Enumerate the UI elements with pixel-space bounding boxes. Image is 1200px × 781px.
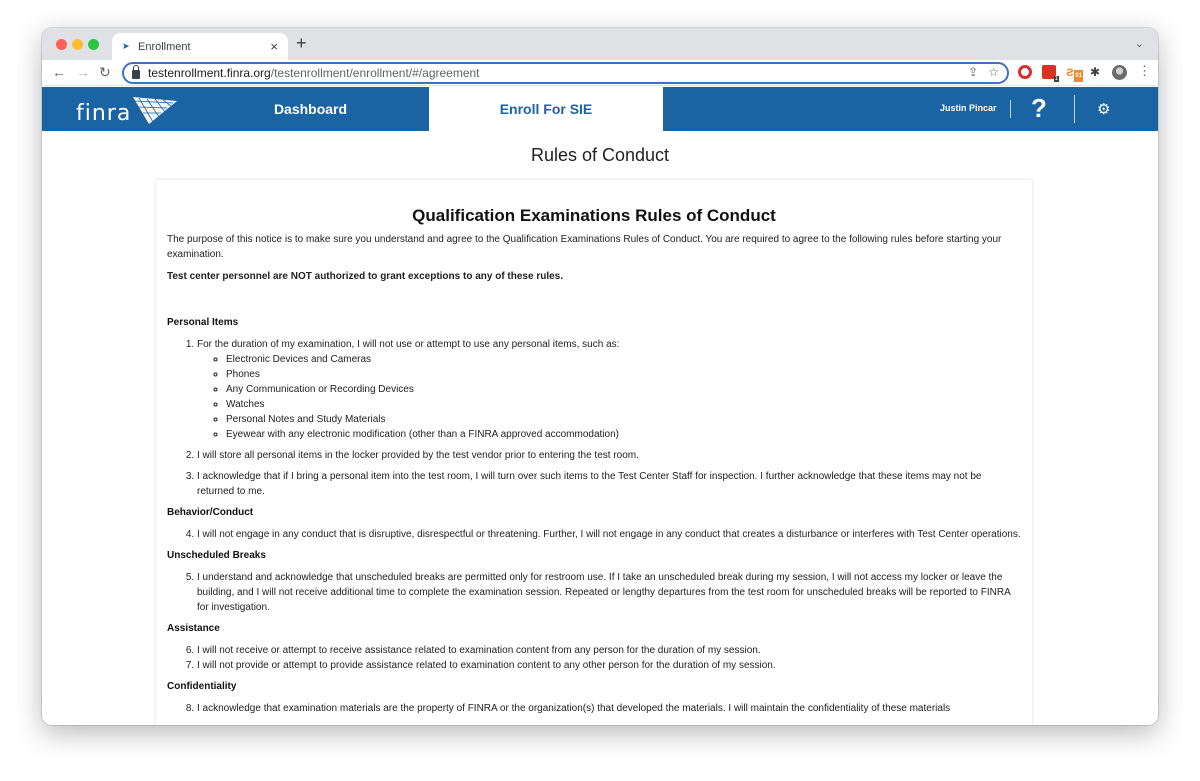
extension-orange-glyph: ƨ — [1066, 63, 1074, 79]
page-content — [42, 131, 1158, 725]
puzzle-icon[interactable]: ✱ — [1090, 65, 1101, 79]
gear-icon[interactable]: ⚙ — [1097, 101, 1111, 118]
document-warning: Test center personnel are NOT authorized to grant exceptions to any of these rules. — [167, 271, 564, 282]
section-heading: Behavior/Conduct — [167, 507, 254, 518]
address-bar[interactable] — [122, 62, 1009, 84]
user-name[interactable]: Justin Pincar — [940, 103, 997, 113]
section-heading: Personal Items — [167, 317, 239, 328]
finra-favicon-icon: ➤ — [122, 41, 130, 51]
section-heading: Assistance — [167, 623, 220, 634]
rule-item: 8. I acknowledge that examination materials are the property of FINRA or the organization(s) that developed the materials. I will maintain the confidentiality of these materials — [197, 701, 1021, 716]
list-item: ◦ Eyewear with any electronic modification (other than a FINRA approved accommodation) — [226, 427, 1021, 442]
rules-document-card — [156, 180, 1032, 725]
document-title: Qualification Examinations Rules of Conduct — [412, 206, 776, 225]
header-divider — [1010, 100, 1011, 118]
rule-item: 6. I will not receive or attempt to receive assistance related to examination content from any person for the duration of my session. — [197, 643, 1021, 658]
rule-item: 4. I will not engage in any conduct that is disruptive, disrespectful or threatening. Further, I will not engage in any conduct that creates a disturbance or interferes with Test Center operations. — [197, 527, 1021, 542]
extension-badge-icon[interactable] — [1042, 65, 1058, 82]
url-host: testenrollment.finra.org — [148, 66, 271, 80]
rules-list — [167, 570, 1021, 615]
tab-strip — [42, 28, 1158, 60]
browser-window — [42, 28, 1158, 725]
tab-title: Enrollment — [138, 40, 191, 53]
rules-list — [167, 701, 1021, 716]
extension-badge-count: 1 — [1054, 76, 1058, 82]
new-tab-button[interactable]: + — [296, 33, 307, 53]
minimize-window-button[interactable] — [72, 39, 83, 50]
rule-item: 2. I will store all personal items in the locker provided by the test vendor prior to entering the test room. — [197, 448, 1021, 463]
nav-dashboard[interactable]: Dashboard — [273, 101, 348, 117]
rule-item — [197, 337, 1021, 442]
finra-logo[interactable] — [76, 95, 179, 125]
browser-toolbar — [42, 60, 1158, 86]
maximize-window-button[interactable] — [88, 39, 99, 50]
app-header — [42, 87, 1158, 131]
nav-enroll-for-sie[interactable]: Enroll For SIE — [429, 87, 663, 131]
bookmark-star-icon[interactable]: ☆ — [988, 65, 999, 79]
tab-close-icon[interactable]: × — [270, 39, 278, 54]
list-item: ◦ Any Communication or Recording Devices — [226, 382, 1021, 397]
logo-text: finra — [76, 101, 132, 126]
finra-logo-mark-icon — [129, 95, 179, 125]
help-icon[interactable]: ? — [1031, 93, 1047, 123]
rules-list — [167, 643, 1021, 673]
rule-item: 5. I understand and acknowledge that unscheduled breaks are permitted only for restroom use. If I take an unscheduled break during my session, I will not access my locker or leave the building, and I will not receive additional time to complete the examination session. Repeated or lengthy departures from the test room for unscheduled breaks will be reported to FINRA for investigation. — [197, 570, 1021, 615]
rule-text: For the duration of my examination, I will not use or attempt to use any personal items, such as: — [197, 339, 620, 350]
close-window-button[interactable] — [56, 39, 67, 50]
extension-orange-badge: 01 — [1074, 70, 1083, 82]
rules-list — [167, 527, 1021, 542]
browser-tab-enrollment[interactable] — [112, 33, 288, 60]
document-intro: The purpose of this notice is to make sure you understand and agree to the Qualification Examinations Rules of Conduct. You are required to agree to the following rules before starting your examination. — [167, 234, 1002, 260]
header-divider — [1074, 95, 1075, 123]
adblock-icon[interactable] — [1018, 65, 1032, 79]
personal-items-list — [197, 352, 1021, 442]
url-path: /testenrollment/enrollment/#/agreement — [270, 66, 480, 80]
list-item: ◦ Phones — [226, 367, 1021, 382]
reload-button[interactable]: ↻ — [99, 64, 111, 80]
rule-item: 7. I will not provide or attempt to provide assistance related to examination content to any other person for the duration of my session. — [197, 658, 1021, 673]
section-heading: Confidentiality — [167, 681, 237, 692]
back-button[interactable]: ← — [52, 64, 66, 80]
extension-orange-icon[interactable] — [1066, 65, 1080, 79]
section-heading: Unscheduled Breaks — [167, 550, 266, 561]
tab-search-chevron-icon[interactable]: ⌄ — [1134, 38, 1144, 50]
lock-icon — [132, 70, 140, 79]
rules-list — [167, 337, 1021, 499]
share-icon[interactable]: ⇪ — [968, 65, 979, 79]
profile-avatar[interactable] — [1112, 65, 1127, 80]
list-item: ◦ Electronic Devices and Cameras — [226, 352, 1021, 367]
rule-item: 3. I acknowledge that if I bring a personal item into the test room, I will turn over such items to the Test Center Staff for inspection. I further acknowledge that these items may not be returned to me. — [197, 469, 1021, 499]
list-item: ◦ Watches — [226, 397, 1021, 412]
page-title: Rules of Conduct — [530, 145, 670, 165]
menu-kebab-icon[interactable]: ⋮ — [1138, 63, 1151, 78]
url-text[interactable] — [148, 66, 480, 80]
forward-button[interactable]: → — [76, 64, 90, 80]
list-item: ◦ Personal Notes and Study Materials — [226, 412, 1021, 427]
